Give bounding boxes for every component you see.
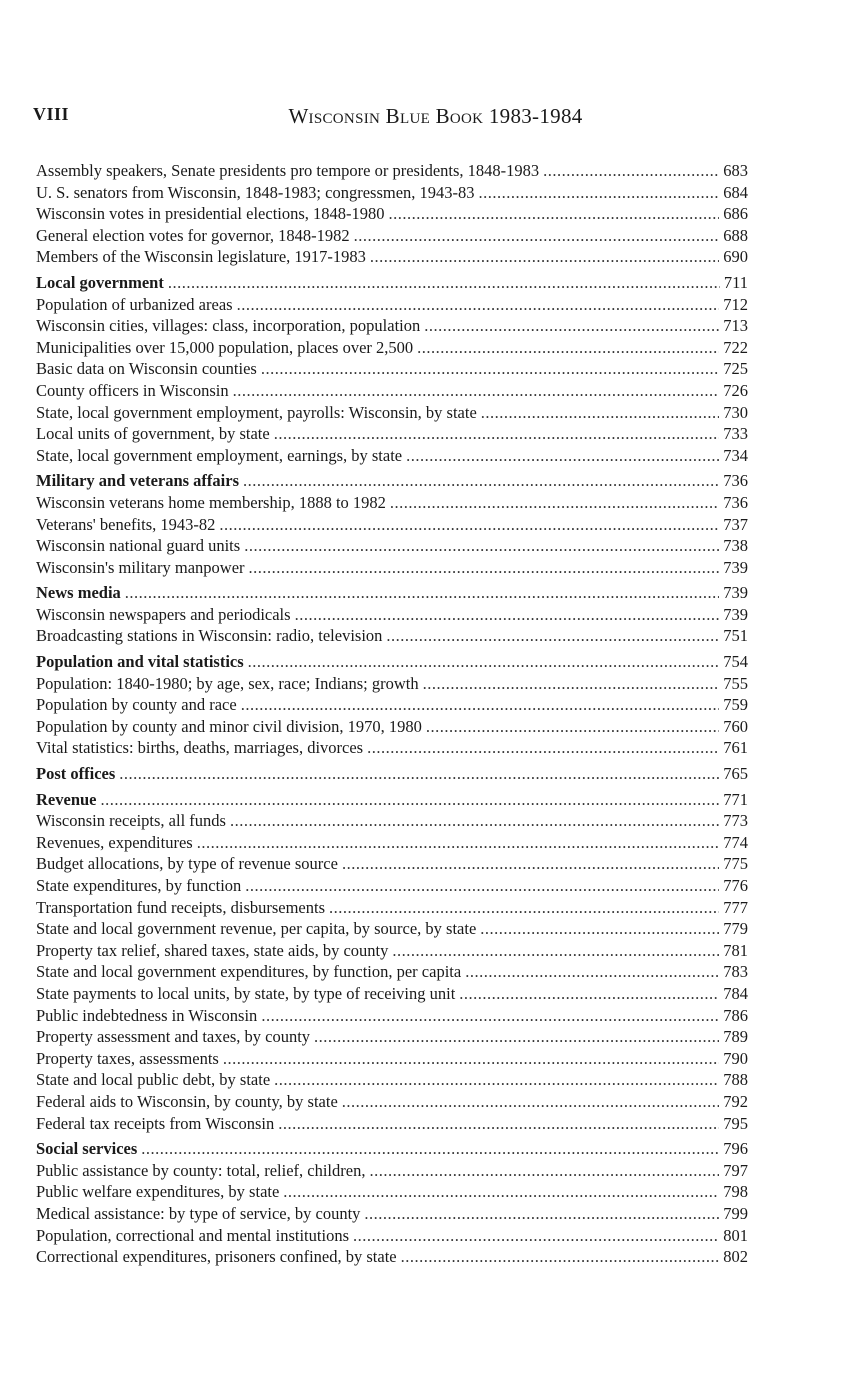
toc-entry-page-number: 786 — [723, 1005, 748, 1025]
dot-leader — [141, 1138, 719, 1160]
toc-entry-title: Wisconsin votes in presidential elections, 1848-1980 — [36, 204, 385, 224]
toc-entry-title: State, local government employment, payrolls: Wisconsin, by state — [36, 402, 477, 422]
toc-entry-title: State and local government expenditures, by function, per capita — [36, 962, 462, 982]
dot-leader — [481, 402, 719, 424]
toc-entry — [36, 716, 748, 738]
toc-entry-page-number: 737 — [723, 514, 748, 534]
toc-entry — [36, 225, 748, 247]
toc-section-heading — [36, 763, 748, 785]
dot-leader — [367, 737, 719, 759]
dot-leader — [278, 1113, 719, 1135]
dot-leader — [101, 789, 720, 811]
toc-entry-title: Population by county and minor civil division, 1970, 1980 — [36, 716, 422, 736]
toc-entry-page-number: 784 — [723, 983, 748, 1003]
toc-entry — [36, 940, 748, 962]
toc-entry-page-number: 712 — [723, 294, 748, 314]
toc-entry-title: Property tax relief, shared taxes, state aids, by county — [36, 940, 389, 960]
toc-entry — [36, 423, 748, 445]
toc-section-heading — [36, 651, 748, 673]
toc-entry — [36, 983, 748, 1005]
toc-entry — [36, 557, 748, 579]
toc-entry — [36, 625, 748, 647]
toc-entry-title: Wisconsin national guard units — [36, 536, 241, 556]
toc-entry — [36, 1181, 748, 1203]
toc-entry-page-number: 683 — [723, 161, 748, 180]
toc-entry-title: Wisconsin cities, villages: class, incorporation, population — [36, 316, 421, 336]
toc-entry-title: Population by county and race — [36, 695, 237, 715]
toc-entry — [36, 492, 748, 514]
toc-entry-page-number: 688 — [723, 225, 748, 245]
toc-entry-page-number: 781 — [723, 940, 748, 960]
dot-leader — [354, 225, 720, 247]
dot-leader — [249, 557, 720, 579]
toc-entry-page-number: 736 — [723, 492, 748, 512]
toc-entry-page-number: 792 — [723, 1091, 748, 1111]
toc-entry-page-number: 739 — [723, 557, 748, 577]
toc-entry — [36, 1069, 748, 1091]
table-of-contents — [36, 160, 748, 1268]
toc-entry — [36, 853, 748, 875]
dot-leader — [245, 875, 719, 897]
toc-entry-title: Population: 1840-1980; by age, sex, race; Indians; growth — [36, 673, 419, 693]
toc-entry — [36, 875, 748, 897]
dot-leader — [168, 272, 720, 294]
toc-entry-page-number: 779 — [723, 919, 748, 939]
toc-entry-page-number: 684 — [723, 182, 748, 202]
dot-leader — [125, 582, 719, 604]
toc-entry-page-number: 755 — [723, 673, 748, 693]
toc-entry-title: Population of urbanized areas — [36, 294, 233, 314]
toc-entry — [36, 832, 748, 854]
toc-entry — [36, 1048, 748, 1070]
toc-entry-title: Transportation fund receipts, disbursements — [36, 897, 326, 917]
dot-leader — [392, 940, 719, 962]
toc-entry-page-number: 798 — [723, 1182, 748, 1202]
toc-entry-title: Members of the Wisconsin legislature, 1917-1983 — [36, 247, 366, 267]
dot-leader — [230, 810, 719, 832]
dot-leader — [389, 203, 720, 225]
toc-entry — [36, 203, 748, 225]
dot-leader — [241, 694, 720, 716]
toc-entry — [36, 1026, 748, 1048]
toc-entry — [36, 673, 748, 695]
toc-entry — [36, 1113, 748, 1135]
dot-leader — [295, 604, 720, 626]
toc-entry-page-number: 733 — [723, 424, 748, 444]
toc-entry — [36, 1203, 748, 1225]
toc-entry-page-number: 773 — [723, 811, 748, 831]
toc-entry-page-number: 775 — [723, 854, 748, 874]
toc-entry — [36, 294, 748, 316]
toc-section-heading — [36, 1138, 748, 1160]
toc-entry-title: Federal aids to Wisconsin, by county, by state — [36, 1091, 338, 1111]
toc-entry-page-number: 776 — [723, 876, 748, 895]
toc-entry — [36, 961, 748, 983]
toc-entry — [36, 1005, 748, 1027]
toc-entry — [36, 402, 748, 424]
dot-leader — [261, 358, 719, 380]
toc-entry — [36, 246, 748, 268]
toc-entry-page-number: 760 — [723, 716, 748, 736]
toc-entry-page-number: 722 — [723, 337, 748, 357]
toc-entry-title: Public indebtedness in Wisconsin — [36, 1005, 258, 1025]
toc-entry-page-number: 797 — [723, 1160, 748, 1180]
toc-entry-page-number: 783 — [723, 962, 748, 982]
toc-entry-title: State and local public debt, by state — [36, 1070, 271, 1090]
toc-entry-title: Budget allocations, by type of revenue source — [36, 854, 338, 874]
toc-entry — [36, 1091, 748, 1113]
dot-leader — [329, 897, 719, 919]
toc-entry-page-number: 734 — [723, 445, 748, 465]
toc-entry-page-number: 754 — [723, 652, 748, 672]
toc-entry-title: Post offices — [36, 764, 116, 784]
toc-entry — [36, 810, 748, 832]
dot-leader — [426, 716, 719, 738]
toc-entry-title: State expenditures, by function — [36, 876, 242, 895]
toc-entry-page-number: 774 — [723, 832, 748, 852]
toc-entry-title: General election votes for governor, 1848-1982 — [36, 225, 350, 245]
toc-entry — [36, 160, 748, 182]
toc-entry — [36, 1225, 748, 1247]
toc-entry-page-number: 751 — [723, 626, 748, 646]
toc-entry — [36, 1160, 748, 1182]
dot-leader — [459, 983, 719, 1005]
dot-leader — [543, 160, 719, 182]
toc-entry-title: State and local government revenue, per capita, by source, by state — [36, 919, 477, 939]
dot-leader — [314, 1026, 719, 1048]
toc-entry — [36, 918, 748, 940]
page-title: Wisconsin Blue Book 1983-1984 — [288, 104, 583, 128]
toc-entry-title: Medical assistance: by type of service, by county — [36, 1203, 361, 1223]
toc-entry-title: Veterans' benefits, 1943-82 — [36, 514, 216, 534]
toc-entry-title: Federal tax receipts from Wisconsin — [36, 1113, 275, 1133]
toc-entry — [36, 445, 748, 467]
toc-entry-page-number: 739 — [723, 604, 748, 624]
toc-entry-title: Wisconsin newspapers and periodicals — [36, 604, 291, 624]
dot-leader — [369, 1160, 719, 1182]
toc-entry-title: Wisconsin veterans home membership, 1888 to 1982 — [36, 492, 386, 512]
toc-entry-page-number: 736 — [723, 471, 748, 491]
page-number: VIII — [33, 104, 70, 124]
toc-entry-page-number: 739 — [723, 583, 748, 603]
dot-leader — [244, 535, 719, 557]
dot-leader — [274, 1069, 719, 1091]
toc-entry-page-number: 802 — [723, 1247, 748, 1267]
toc-entry-page-number: 726 — [723, 380, 748, 400]
toc-entry — [36, 737, 748, 759]
toc-entry — [36, 380, 748, 402]
dot-leader — [364, 1203, 719, 1225]
toc-entry-title: Public assistance by county: total, relief, children, — [36, 1160, 366, 1180]
toc-entry — [36, 535, 748, 557]
toc-entry-page-number: 690 — [723, 247, 748, 267]
dot-leader — [119, 763, 719, 785]
toc-entry — [36, 358, 748, 380]
toc-section-heading — [36, 470, 748, 492]
dot-leader — [370, 246, 719, 268]
toc-entry-title: Population, correctional and mental institutions — [36, 1225, 349, 1245]
dot-leader — [197, 832, 720, 854]
dot-leader — [342, 853, 719, 875]
toc-entry — [36, 897, 748, 919]
toc-section-heading — [36, 789, 748, 811]
toc-entry-page-number: 799 — [723, 1203, 748, 1223]
toc-entry-page-number: 713 — [723, 316, 748, 336]
dot-leader — [480, 918, 719, 940]
toc-entry-page-number: 777 — [723, 897, 748, 917]
toc-entry-title: News media — [36, 583, 121, 603]
toc-entry-title: Military and veterans affairs — [36, 471, 240, 491]
toc-entry-title: Local government — [36, 272, 164, 292]
dot-leader — [261, 1005, 719, 1027]
toc-entry-title: Public welfare expenditures, by state — [36, 1182, 280, 1202]
dot-leader — [248, 651, 720, 673]
toc-entry-title: Property assessment and taxes, by county — [36, 1027, 311, 1047]
toc-entry-page-number: 790 — [723, 1048, 748, 1068]
toc-entry-title: Wisconsin receipts, all funds — [36, 811, 226, 831]
toc-entry-page-number: 759 — [723, 695, 748, 715]
toc-entry-title: Revenue — [36, 789, 97, 809]
toc-entry-title: County officers in Wisconsin — [36, 380, 229, 400]
toc-entry — [36, 694, 748, 716]
toc-section-heading — [36, 272, 748, 294]
dot-leader — [283, 1181, 719, 1203]
dot-leader — [223, 1048, 719, 1070]
toc-entry-page-number: 761 — [723, 738, 748, 758]
toc-entry-page-number: 725 — [723, 359, 748, 379]
toc-entry — [36, 182, 748, 204]
dot-leader — [353, 1225, 719, 1247]
toc-entry-title: Property taxes, assessments — [36, 1048, 219, 1068]
toc-entry-page-number: 711 — [723, 272, 748, 292]
toc-entry — [36, 337, 748, 359]
dot-leader — [233, 380, 720, 402]
dot-leader — [417, 337, 719, 359]
toc-entry-page-number: 795 — [723, 1113, 748, 1133]
toc-entry-title: Basic data on Wisconsin counties — [36, 359, 257, 379]
toc-entry-page-number: 771 — [723, 789, 748, 809]
dot-leader — [390, 492, 719, 514]
dot-leader — [237, 294, 720, 316]
toc-entry — [36, 1246, 748, 1268]
dot-leader — [342, 1091, 719, 1113]
dot-leader — [401, 1246, 720, 1268]
toc-section-heading — [36, 582, 748, 604]
dot-leader — [274, 423, 720, 445]
toc-entry-page-number: 796 — [723, 1139, 748, 1159]
dot-leader — [406, 445, 719, 467]
toc-entry — [36, 514, 748, 536]
toc-entry-page-number: 788 — [723, 1070, 748, 1090]
toc-entry-title: Vital statistics: births, deaths, marriages, divorces — [36, 738, 364, 758]
toc-entry-page-number: 686 — [723, 204, 748, 224]
toc-entry-page-number: 801 — [723, 1225, 748, 1245]
toc-entry-title: Social services — [36, 1139, 138, 1159]
dot-leader — [423, 673, 720, 695]
toc-entry-title: State payments to local units, by state, by type of receiving unit — [36, 983, 456, 1003]
toc-entry-title: Wisconsin's military manpower — [36, 557, 245, 577]
toc-entry-title: Broadcasting stations in Wisconsin: radio, television — [36, 626, 383, 646]
toc-entry-title: Assembly speakers, Senate presidents pro tempore or presidents, 1848-1983 — [36, 161, 540, 180]
toc-entry-page-number: 730 — [723, 402, 748, 422]
toc-entry-title: Local units of government, by state — [36, 424, 270, 444]
toc-entry — [36, 604, 748, 626]
dot-leader — [243, 470, 719, 492]
dot-leader — [219, 514, 719, 536]
dot-leader — [386, 625, 719, 647]
toc-entry-title: Municipalities over 15,000 population, places over 2,500 — [36, 337, 414, 357]
dot-leader — [479, 182, 720, 204]
toc-entry-title: Revenues, expenditures — [36, 832, 193, 852]
toc-entry-page-number: 738 — [723, 536, 748, 556]
toc-entry-page-number: 789 — [723, 1027, 748, 1047]
toc-entry-title: Population and vital statistics — [36, 652, 244, 672]
toc-entry-title: U. S. senators from Wisconsin, 1848-1983; congressmen, 1943-83 — [36, 182, 475, 202]
dot-leader — [424, 315, 719, 337]
toc-entry-title: Correctional expenditures, prisoners confined, by state — [36, 1247, 397, 1267]
toc-entry-title: State, local government employment, earnings, by state — [36, 445, 403, 465]
dot-leader — [465, 961, 719, 983]
toc-entry-page-number: 765 — [723, 764, 748, 784]
toc-entry — [36, 315, 748, 337]
